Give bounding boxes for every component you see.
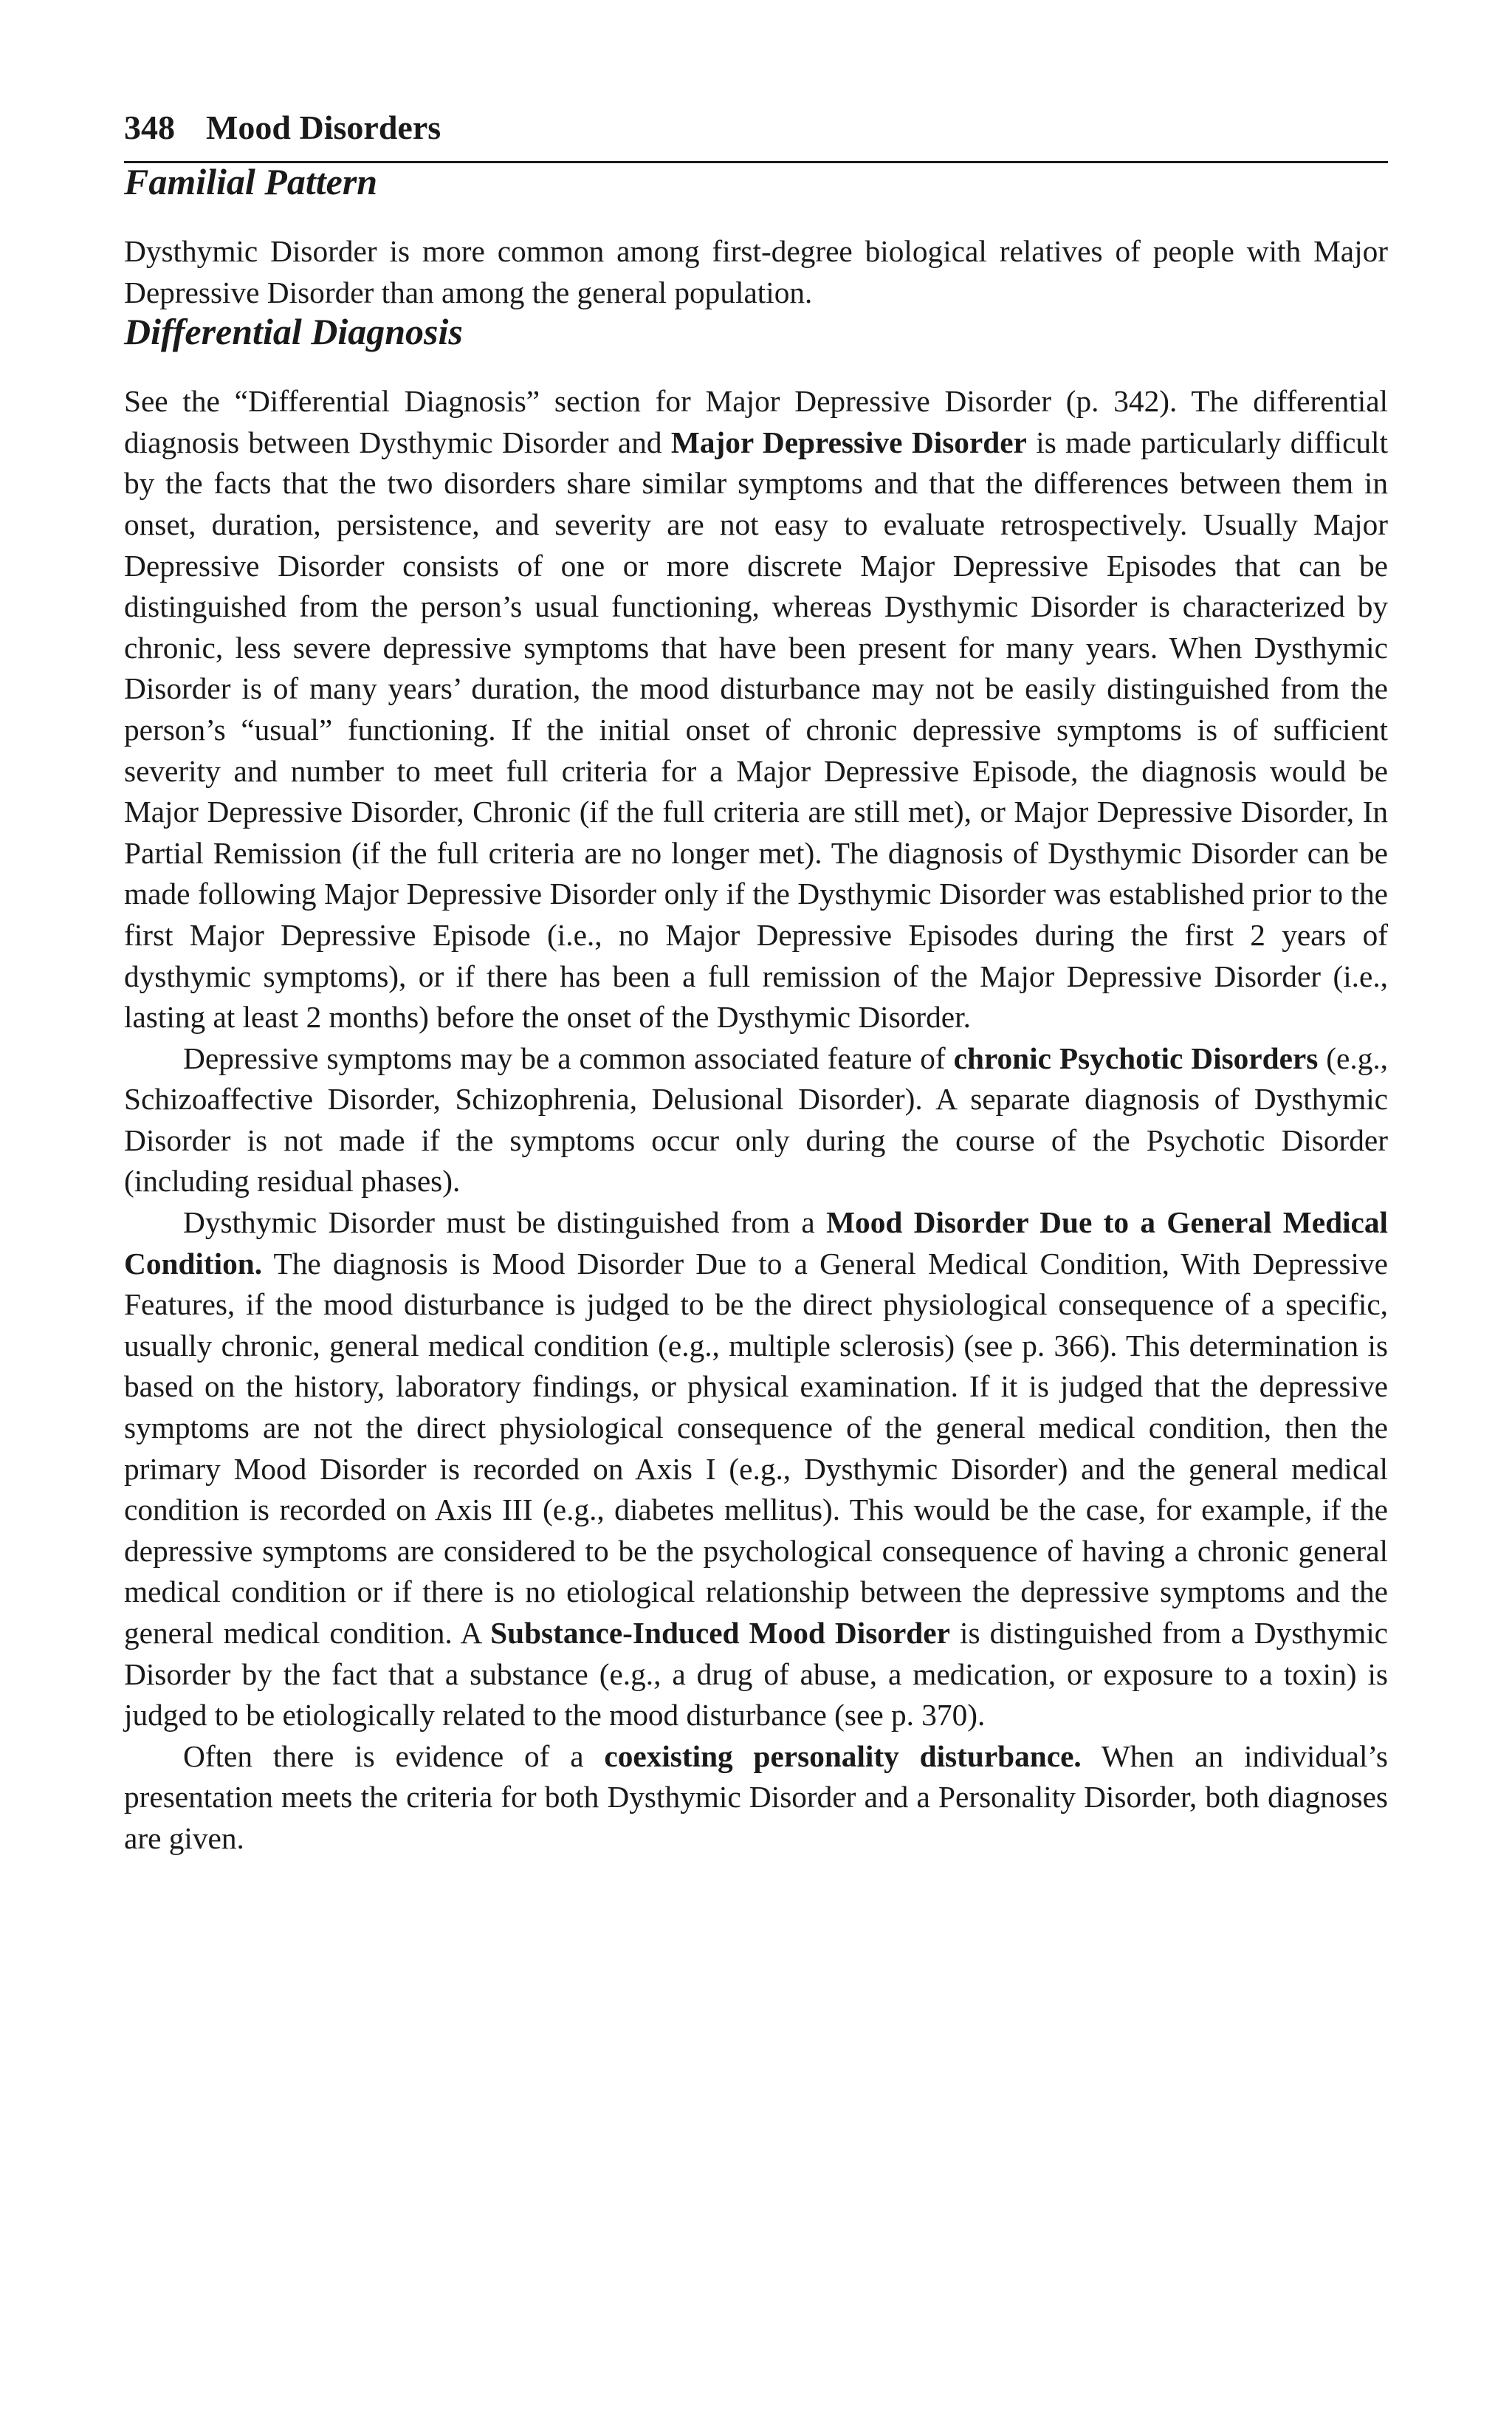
bold-term-personality-disturbance: coexisting personality disturbance. (604, 1738, 1082, 1773)
running-title: Mood Disorders (206, 109, 441, 146)
text-segment: Dysthymic Disorder must be distinguished from a (183, 1205, 827, 1240)
text-segment: is made particularly difficult by the facts that the two disorders share similar symptoms and that the differences between them in onset, duration, persistence, and severity are not easy to evaluate retrospectively. Usually Major Depressive Disorder consists of one or more discrete Major Depressive Episodes that can be distinguished from the person’s usual functioning, whereas Dysthymic Disorder is characterized by chronic, less severe depressive symptoms that have been present for many years. When Dysthymic Disorder is of many years’ duration, the mood disturbance may not be easily distinguished from the person’s “usual” functioning. If the initial onset of chronic depressive symptoms is of sufficient severity and number to meet full criteria for a Major Depressive Episode, the diagnosis would be Major Depressive Disorder, Chronic (if the full criteria are still met), or Major Depressive Disorder, In Partial Remission (if the full criteria are no longer met). The diagnosis of Dysthymic Disorder can be made following Major Depressive Disorder only if the Dysthymic Disorder was established prior to the first Major Depressive Episode (i.e., no Major Depressive Episodes during the first 2 years of dysthymic symptoms), or if there has been a full remission of the Major Depressive Disorder (i.e., lasting at least 2 months) before the onset of the Dysthymic Disorder. (124, 425, 1388, 1035)
paragraph-familial-pattern (124, 231, 1388, 313)
bold-term-substance-induced: Substance-Induced Mood Disorder (490, 1616, 950, 1650)
text-segment: Depressive symptoms may be a common associated feature of (183, 1041, 954, 1075)
document-page (124, 111, 1388, 1860)
text-segment: See the “Differential Diagnosis” section for Major Depressive Disorder (p. 342). The differential diagnosis between Dysthymic Disorder and (124, 384, 1388, 459)
running-header (124, 111, 1388, 163)
text-segment: (e.g., Schizoaffective Disorder, Schizophrenia, Delusional Disorder). A separate diagnosis of Dysthymic Disorder is not made if the symptoms occur only during the course of the Psychotic Disorder (including residual phases). (124, 1041, 1388, 1199)
section-heading-familial-pattern: Familial Pattern (124, 161, 378, 202)
bold-term-mood-disorder-gmc: Mood Disorder Due to a General Medical Condition. (124, 1205, 1388, 1281)
text-segment: Often there is evidence of a (183, 1738, 605, 1773)
paragraph-differential-3 (124, 1202, 1388, 1736)
paragraph-differential-2 (124, 1038, 1388, 1202)
text-segment: When an individual’s presentation meets the criteria for both Dysthymic Disorder and a Personality Disorder, both diagnoses are given. (124, 1738, 1388, 1855)
bold-term-chronic-psychotic-disorders: chronic Psychotic Disorders (953, 1041, 1319, 1075)
text-segment: is distinguished from a Dysthymic Disorder by the fact that a substance (e.g., a drug of abuse, a medication, or exposure to a toxin) is judged to be etiologically related to the mood disturbance (see p. 370). (124, 1616, 1388, 1733)
text-segment: The diagnosis is Mood Disorder Due to a General Medical Condition, With Depressive Features, if the mood disturbance is judged to be the direct physiological consequence of a specific, usually chronic, general medical condition (e.g., multiple sclerosis) (see p. 366). This determination is based on the history, laboratory findings, or physical examination. If it is judged that the depressive symptoms are not the direct physiological consequence of the general medical condition, then the primary Mood Disorder is recorded on Axis I (e.g., Dysthymic Disorder) and the general medical condition is recorded on Axis III (e.g., diabetes mellitus). This would be the case, for example, if the depressive symptoms are considered to be the psychological consequence of having a chronic general medical condition or if there is no etiological relationship between the depressive symptoms and the general medical condition. A (124, 1246, 1388, 1650)
text-segment: Dysthymic Disorder is more common among first-degree biological relatives of people with Major Depressive Disorder than among the general population. (124, 234, 1388, 309)
paragraph-differential-1 (124, 381, 1388, 1038)
section-heading-differential-diagnosis: Differential Diagnosis (124, 311, 463, 353)
paragraph-differential-4 (124, 1736, 1388, 1860)
bold-term-major-depressive-disorder: Major Depressive Disorder (670, 425, 1027, 459)
page-number: 348 (124, 109, 175, 146)
